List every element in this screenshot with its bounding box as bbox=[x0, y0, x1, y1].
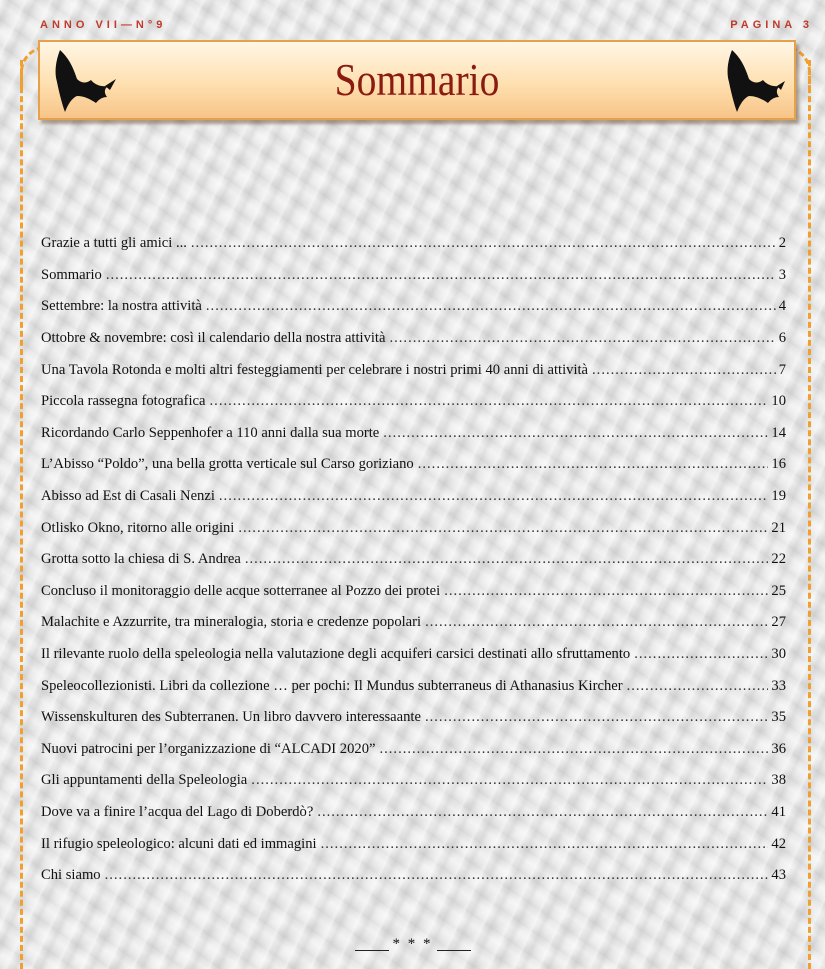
toc-entry[interactable] bbox=[41, 860, 786, 892]
toc-leader-dots bbox=[105, 867, 769, 884]
footer-rule-left bbox=[355, 950, 389, 951]
toc-entry-title: L’Abisso “Poldo”, una bella grotta verticale sul Carso goriziano bbox=[41, 456, 414, 473]
toc-entry-page: 19 bbox=[771, 488, 786, 505]
toc-entry-page: 30 bbox=[771, 646, 786, 663]
toc-entry-title: Grazie a tutti gli amici ... bbox=[41, 235, 187, 252]
toc-entry-title: Settembre: la nostra attività bbox=[41, 298, 202, 315]
toc-entry[interactable] bbox=[41, 386, 786, 418]
toc-entry-page: 36 bbox=[771, 740, 786, 757]
toc-entry-title: Malachite e Azzurrite, tra mineralogia, storia e credenze popolari bbox=[41, 614, 422, 631]
toc-entry-page: 43 bbox=[771, 867, 786, 884]
toc-entry-title: Gli appuntamenti della Speleologia bbox=[41, 772, 248, 789]
toc-entry-page: 4 bbox=[778, 298, 786, 315]
toc-entry-title: Sommario bbox=[41, 266, 102, 283]
toc-entry-page: 41 bbox=[771, 803, 786, 820]
toc-entry[interactable] bbox=[41, 544, 786, 576]
toc-leader-dots bbox=[210, 393, 769, 410]
toc-entry-title: Una Tavola Rotonda e molti altri festeggiamenti per celebrare i nostri primi 40 anni di attività bbox=[41, 361, 589, 378]
toc-entry-title: Grotta sotto la chiesa di S. Andrea bbox=[41, 551, 241, 568]
toc-entry-page: 10 bbox=[771, 393, 786, 410]
toc-entry-title: Dove va a finire l’acqua del Lago di Doberdò? bbox=[41, 803, 314, 820]
table-of-contents bbox=[41, 228, 786, 891]
toc-leader-dots bbox=[383, 425, 768, 442]
toc-entry[interactable] bbox=[41, 323, 786, 355]
toc-leader-dots bbox=[389, 330, 775, 347]
toc-leader-dots bbox=[425, 709, 768, 726]
toc-entry-page: 27 bbox=[771, 614, 786, 631]
issue-label: ANNO VII—N°9 bbox=[40, 19, 167, 31]
toc-leader-dots bbox=[592, 362, 776, 379]
toc-entry[interactable] bbox=[41, 512, 786, 544]
toc-entry-title: Wissenskulturen des Subterranen. Un libro davvero interessaante bbox=[41, 709, 421, 726]
toc-leader-dots bbox=[251, 772, 768, 789]
toc-entry-page: 14 bbox=[771, 424, 786, 441]
toc-leader-dots bbox=[106, 267, 776, 284]
bat-icon bbox=[714, 46, 786, 116]
toc-entry-page: 3 bbox=[778, 266, 786, 283]
toc-entry-title: Piccola rassegna fotografica bbox=[41, 393, 206, 410]
toc-entry[interactable] bbox=[41, 418, 786, 450]
toc-leader-dots bbox=[317, 804, 768, 821]
toc-entry-page: 33 bbox=[771, 677, 786, 694]
toc-entry-title: Nuovi patrocini per l’organizzazione di “ALCADI 2020” bbox=[41, 740, 376, 757]
page-number-label: PAGINA 3 bbox=[730, 19, 813, 31]
toc-entry[interactable] bbox=[41, 734, 786, 766]
footer-rule-right bbox=[437, 950, 471, 951]
toc-leader-dots bbox=[627, 678, 769, 695]
toc-leader-dots bbox=[191, 235, 776, 252]
toc-entry[interactable] bbox=[41, 354, 786, 386]
toc-entry-page: 21 bbox=[771, 519, 786, 536]
toc-entry-page: 38 bbox=[771, 772, 786, 789]
toc-leader-dots bbox=[238, 520, 768, 537]
toc-leader-dots bbox=[444, 583, 768, 600]
toc-leader-dots bbox=[379, 741, 768, 758]
toc-entry-page: 7 bbox=[778, 361, 786, 378]
toc-leader-dots bbox=[425, 614, 768, 631]
toc-entry-page: 35 bbox=[771, 709, 786, 726]
toc-entry-page: 25 bbox=[771, 582, 786, 599]
page-title: Sommario bbox=[334, 54, 500, 105]
toc-entry[interactable] bbox=[41, 481, 786, 513]
toc-entry-page: 6 bbox=[778, 330, 786, 347]
toc-entry-page: 22 bbox=[771, 551, 786, 568]
title-banner bbox=[38, 40, 796, 120]
toc-leader-dots bbox=[219, 488, 769, 505]
toc-entry-title: Speleocollezionisti. Libri da collezione … per pochi: Il Mundus subterraneus di Athanasius Kircher bbox=[41, 677, 623, 694]
toc-leader-dots bbox=[634, 646, 768, 663]
toc-entry-title: Ottobre & novembre: così il calendario della nostra attività bbox=[41, 330, 386, 347]
toc-entry-page: 2 bbox=[778, 235, 786, 252]
toc-entry[interactable] bbox=[41, 765, 786, 797]
toc-entry-title: Il rilevante ruolo della speleologia nella valutazione degli acquiferi carsici destinati allo sfruttamento bbox=[41, 646, 631, 663]
toc-entry-title: Abisso ad Est di Casali Nenzi bbox=[41, 488, 215, 505]
toc-entry-title: Il rifugio speleologico: alcuni dati ed immagini bbox=[41, 835, 317, 852]
toc-entry[interactable] bbox=[41, 639, 786, 671]
toc-entry[interactable] bbox=[41, 291, 786, 323]
toc-entry[interactable] bbox=[41, 828, 786, 860]
footer-ornament bbox=[0, 936, 825, 953]
toc-entry-title: Concluso il monitoraggio delle acque sotterranee al Pozzo dei protei bbox=[41, 582, 441, 599]
toc-entry-page: 42 bbox=[771, 835, 786, 852]
toc-entry[interactable] bbox=[41, 797, 786, 829]
toc-leader-dots bbox=[418, 456, 769, 473]
toc-entry-title: Ricordando Carlo Seppenhofer a 110 anni dalla sua morte bbox=[41, 424, 380, 441]
toc-entry-title: Chi siamo bbox=[41, 867, 101, 884]
right-dashed-border bbox=[808, 60, 811, 969]
toc-leader-dots bbox=[206, 298, 776, 315]
toc-entry[interactable] bbox=[41, 228, 786, 260]
toc-entry[interactable] bbox=[41, 670, 786, 702]
toc-entry[interactable] bbox=[41, 576, 786, 608]
toc-entry[interactable] bbox=[41, 449, 786, 481]
footer-stars: * * * bbox=[392, 936, 433, 952]
toc-entry-title: Otlisko Okno, ritorno alle origini bbox=[41, 519, 235, 536]
toc-entry[interactable] bbox=[41, 607, 786, 639]
toc-entry[interactable] bbox=[41, 702, 786, 734]
left-dashed-border bbox=[20, 60, 23, 969]
toc-leader-dots bbox=[321, 836, 769, 853]
toc-leader-dots bbox=[245, 551, 769, 568]
toc-entry-page: 16 bbox=[771, 456, 786, 473]
toc-entry[interactable] bbox=[41, 260, 786, 292]
